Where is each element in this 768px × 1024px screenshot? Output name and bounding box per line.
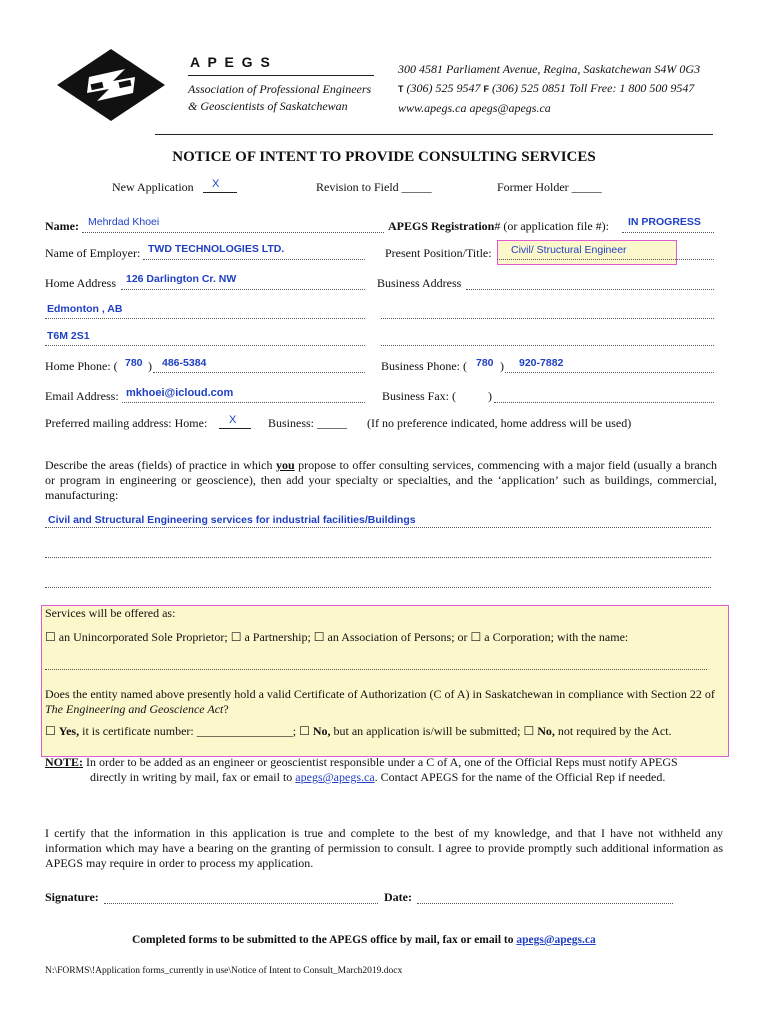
- home-address-field-2[interactable]: Edmonton , AB: [47, 303, 123, 315]
- home-phone-label: Home Phone: (: [45, 359, 118, 373]
- header-divider: [155, 134, 713, 135]
- org-web: www.apegs.ca apegs@apegs.ca: [398, 101, 551, 115]
- revision-to-field[interactable]: Revision to Field _____: [316, 180, 432, 194]
- describe-pre: Describe the areas (fields) of practice in which: [45, 458, 276, 472]
- home-address-line-1: [121, 289, 365, 290]
- new-application-label: New Application: [112, 180, 194, 194]
- name-label: Name:: [45, 219, 79, 233]
- new-application-value[interactable]: X: [212, 178, 220, 190]
- mailing-business[interactable]: Business: _____: [268, 416, 348, 430]
- new-application-line: [203, 192, 237, 193]
- registration-label-bold: APEGS Registration: [388, 219, 495, 233]
- mailing-home-line: [219, 428, 251, 429]
- practice-line-2: [45, 557, 711, 558]
- employer-field[interactable]: TWD TECHNOLOGIES LTD.: [148, 243, 285, 255]
- employer-label: Name of Employer:: [45, 246, 141, 260]
- home-phone-number[interactable]: 486-5384: [162, 357, 207, 369]
- org-line-2: & Geoscientists of Saskatchewan: [188, 99, 348, 113]
- describe-post: propose to offer consulting services, commencing with a major field (usually a branch or program in engineering or geoscience), then add your specialty or specialties, and the ‘application’ such as buildings, commercial, manufacturing:: [45, 458, 718, 502]
- practice-field[interactable]: Civil and Structural Engineering services for industrial facilities/Buildings: [48, 514, 416, 526]
- coa-no-2: No,: [537, 724, 555, 738]
- email-label: Email Address:: [45, 389, 119, 403]
- note-text-2-pre: directly in writing by mail, fax or email to: [90, 770, 296, 784]
- coa-no-1: No,: [312, 724, 331, 738]
- signature-line: [104, 903, 378, 904]
- note-email-link[interactable]: apegs@apegs.ca: [295, 770, 375, 784]
- registration-label: [388, 219, 609, 234]
- business-phone-area[interactable]: 780: [476, 357, 494, 369]
- email-line: [122, 402, 365, 403]
- business-address-line-1: [466, 289, 714, 290]
- mailing-note: (If no preference indicated, home address will be used): [367, 416, 632, 430]
- fax-label: F: [483, 84, 489, 94]
- note-line-1: [45, 755, 678, 770]
- mailing-home-value[interactable]: X: [229, 414, 237, 426]
- org-short-name: A P E G S: [190, 54, 272, 70]
- email-field[interactable]: mkhoei@icloud.com: [126, 387, 234, 399]
- signature-label: Signature:: [45, 890, 99, 904]
- coa-no-1-rest: but an application is/will be submitted; ☐: [330, 724, 538, 738]
- position-field[interactable]: Civil/ Structural Engineer: [511, 244, 627, 256]
- apegs-logo: [55, 47, 167, 123]
- note-label: NOTE:: [45, 755, 84, 769]
- coa-yes-rest: it is certificate number: ________________; ☐: [79, 724, 313, 738]
- former-holder[interactable]: Former Holder _____: [497, 180, 602, 194]
- org-address: 300 4581 Parliament Avenue, Regina, Saskatchewan S4W 0G3: [398, 62, 701, 76]
- form-title: NOTICE OF INTENT TO PROVIDE CONSULTING SERVICES: [172, 149, 596, 165]
- describe-you: you: [275, 458, 295, 472]
- file-path: N:\FORMS\!Application forms_currently in use\Notice of Intent to Consult_March2019.docx: [45, 966, 403, 976]
- org-phone: (306) 525 9547: [406, 81, 481, 95]
- submit-instructions: [132, 934, 596, 946]
- coa-yes-box[interactable]: ☐: [45, 724, 59, 738]
- org-rule: [188, 75, 374, 76]
- submit-email-link[interactable]: apegs@apegs.ca: [516, 934, 596, 946]
- employer-line: [143, 259, 365, 260]
- submit-text: Completed forms to be submitted to the APEGS office by mail, fax or email to: [132, 934, 517, 946]
- date-label: Date:: [384, 890, 412, 904]
- home-phone-line: [153, 372, 365, 373]
- note-text-2-post: . Contact APEGS for the name of the Official Rep if needed.: [374, 770, 666, 784]
- coa-question-text: Does the entity named above presently hold a valid Certificate of Authorization (C of A) in Saskatchewan in compliance with Section 22 of: [45, 687, 715, 701]
- business-address-label: Business Address: [377, 276, 462, 290]
- certification-text: I certify that the information in this application is true and complete to the best of my knowledge, and that I have not withheld any information which may have a bearing on the granting of permission to consult. I agree to provide promptly such additional information as APEGS may require in order to process my application.: [45, 826, 723, 870]
- mailing-label: Preferred mailing address: Home:: [45, 416, 208, 430]
- org-fax: (306) 525 0851 Toll Free: 1 800 500 9547: [492, 81, 695, 95]
- registration-field[interactable]: IN PROGRESS: [628, 216, 701, 228]
- phone-label: T: [398, 84, 404, 94]
- position-line: [497, 259, 714, 260]
- practice-line-1: [45, 527, 711, 528]
- coa-act: The Engineering and Geoscience Act: [45, 702, 224, 716]
- coa-question: [45, 687, 725, 717]
- registration-line: [622, 232, 714, 233]
- business-phone-number[interactable]: 920-7882: [519, 357, 564, 369]
- practice-line-3: [45, 587, 711, 588]
- home-address-line-3: [45, 345, 365, 346]
- home-address-field-3[interactable]: T6M 2S1: [47, 330, 90, 342]
- business-fax-paren: ): [488, 389, 492, 403]
- org-phone-line: [398, 81, 694, 96]
- name-field[interactable]: Mehrdad Khoei: [88, 216, 160, 228]
- home-address-label: Home Address: [45, 276, 116, 290]
- position-label: Present Position/Title:: [385, 246, 492, 260]
- business-phone-label: Business Phone: (: [381, 359, 468, 373]
- business-phone-paren: ): [500, 359, 504, 373]
- note-line-2: [90, 770, 665, 785]
- home-address-line-2: [45, 318, 365, 319]
- registration-label-rest: # (or application file #):: [494, 219, 609, 233]
- business-phone-line: [505, 372, 714, 373]
- org-line-1: Association of Professional Engineers: [188, 82, 372, 96]
- practice-description: [45, 458, 717, 503]
- business-fax-label: Business Fax: (: [382, 389, 457, 403]
- coa-options[interactable]: [45, 724, 672, 739]
- business-address-line-3: [381, 345, 714, 346]
- services-options[interactable]: ☐ an Unincorporated Sole Proprietor; ☐ a Partnership; ☐ an Association of Persons; or ☐ a Corporation; with the name:: [45, 630, 629, 644]
- business-address-line-2: [381, 318, 714, 319]
- business-fax-line: [494, 402, 714, 403]
- home-address-field-1[interactable]: 126 Darlington Cr. NW: [126, 273, 237, 285]
- home-phone-area[interactable]: 780: [125, 357, 143, 369]
- name-line: [82, 232, 384, 233]
- coa-yes: Yes,: [58, 724, 80, 738]
- entity-name-line: [45, 669, 707, 670]
- coa-question-end: ?: [223, 702, 229, 716]
- home-phone-paren: ): [148, 359, 152, 373]
- coa-no-2-rest: not required by the Act.: [554, 724, 672, 738]
- note-text-1: In order to be added as an engineer or geoscientist responsible under a C of A, one of the Official Reps must notify APEGS: [83, 755, 678, 769]
- date-line: [417, 903, 673, 904]
- services-label: Services will be offered as:: [45, 606, 176, 620]
